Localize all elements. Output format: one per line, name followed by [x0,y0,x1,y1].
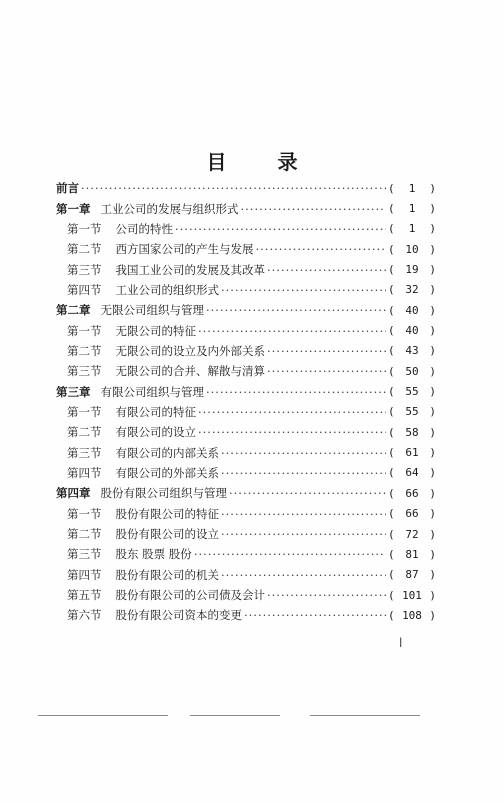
toc-leader-dots [241,202,387,216]
toc-leader-dots [221,466,386,480]
table-of-contents [56,178,436,626]
toc-entry-number: 第三节 [67,262,102,277]
paren-open: ( [388,425,395,439]
toc-page-number: 43 [405,344,419,358]
toc-entry-title: 有限公司的设立 [115,425,196,440]
toc-leader-dots [198,405,386,419]
toc-page-number: 61 [405,446,419,460]
toc-leader-dots [229,486,386,500]
toc-page-ref [388,609,436,622]
toc-entry-number: 第三节 [67,445,102,460]
toc-page-ref [388,182,436,195]
paren-close: ) [429,222,436,236]
paren-close: ) [429,242,436,256]
toc-section-row [56,259,436,279]
toc-leader-dots [175,222,386,236]
toc-page-ref [388,589,436,602]
toc-entry-title: 有限公司的特征 [115,404,196,419]
paren-open: ( [388,344,395,358]
toc-entry-number: 第四章 [56,486,91,501]
toc-section-row [56,219,436,239]
toc-page-ref [388,548,436,561]
toc-entry-title: 股份有限公司的机关 [115,567,219,582]
toc-section-row [56,341,436,361]
toc-page-number: 66 [405,486,419,500]
toc-entry-title: 公司的特性 [115,221,173,236]
toc-page-ref [388,568,436,581]
toc-leader-dots [244,608,386,622]
toc-page-number: 87 [405,568,419,582]
toc-page-ref [388,487,436,500]
toc-entry-title: 西方国家公司的产生与发展 [115,242,254,257]
toc-entry-title: 股份有限公司的公司债及会计 [115,588,265,603]
toc-page-number: 55 [405,385,419,399]
paren-open: ( [388,608,395,622]
toc-entry-title: 无限公司的特征 [115,323,196,338]
paren-close: ) [429,303,436,317]
paren-close: ) [429,181,436,195]
toc-section-row [56,361,436,381]
toc-section-row [56,565,436,585]
footer-rule-left [38,715,168,716]
paren-close: ) [429,344,436,358]
toc-entry-number: 第一节 [67,323,102,338]
toc-page-ref [388,344,436,357]
toc-leader-dots [198,324,386,338]
toc-page-number: 64 [405,466,419,480]
toc-chapter-row [56,483,436,503]
toc-page-number: 19 [405,263,419,277]
paren-close: ) [429,486,436,500]
toc-entry-title: 无限公司组织与管理 [100,303,204,318]
toc-entry-title: 我国工业公司的发展及其改革 [115,262,265,277]
paren-close: ) [429,547,436,561]
toc-section-row [56,402,436,422]
paren-open: ( [388,242,395,256]
paren-open: ( [388,568,395,582]
toc-entry-number: 第四节 [67,282,102,297]
toc-entry-title: 工业公司的发展与组织形式 [100,201,239,216]
toc-entry-number: 第二节 [67,343,102,358]
toc-page-ref [388,263,436,276]
toc-section-row [56,504,436,524]
toc-chapter-row [56,198,436,218]
toc-chapter-row [56,381,436,401]
toc-section-row [56,585,436,605]
toc-page-number: 1 [408,202,416,216]
paren-open: ( [388,222,395,236]
toc-page-number: 58 [405,425,419,439]
toc-page-ref [388,528,436,541]
toc-section-row [56,605,436,625]
toc-entry-number: 第一节 [67,404,102,419]
toc-chapter-row [56,178,436,198]
paren-close: ) [429,425,436,439]
paren-close: ) [429,263,436,277]
paren-open: ( [388,181,395,195]
toc-leader-dots [194,547,386,561]
toc-section-row [56,280,436,300]
toc-entry-title: 股份有限公司的设立 [115,527,219,542]
toc-page-ref [388,365,436,378]
toc-leader-dots [81,181,386,195]
toc-entry-title: 无限公司的合并、解散与清算 [115,364,265,379]
toc-entry-title: 有限公司的内部关系 [115,445,219,460]
toc-page-number: 81 [405,547,419,561]
paren-open: ( [388,507,395,521]
paren-close: ) [429,608,436,622]
toc-entry-number: 第六节 [67,608,102,623]
toc-page-ref [388,304,436,317]
toc-leader-dots [256,242,387,256]
toc-leader-dots [221,568,386,582]
toc-entry-number: 第二节 [67,425,102,440]
paren-open: ( [388,405,395,419]
toc-section-row [56,544,436,564]
toc-leader-dots [267,263,386,277]
toc-chapter-row [56,300,436,320]
toc-page-number: 101 [402,588,422,602]
paren-close: ) [429,568,436,582]
toc-entry-number: 第四节 [67,567,102,582]
paren-close: ) [429,405,436,419]
toc-entry-title: 无限公司的设立及内外部关系 [115,343,265,358]
paren-open: ( [388,364,395,378]
toc-page-number: 10 [405,242,419,256]
paren-close: ) [429,527,436,541]
toc-entry-number: 第二章 [56,303,91,318]
toc-leader-dots [221,527,386,541]
toc-page-ref [388,405,436,418]
toc-entry-number: 第三节 [67,547,102,562]
toc-page-number: 50 [405,364,419,378]
toc-page-ref [388,222,436,235]
toc-page-number: 72 [405,527,419,541]
paren-open: ( [388,283,395,297]
toc-leader-dots [221,507,386,521]
toc-entry-title: 有限公司组织与管理 [100,384,204,399]
paren-open: ( [388,486,395,500]
toc-page-number: 1 [408,181,416,195]
toc-entry-title: 工业公司的组织形式 [115,282,219,297]
toc-entry-title: 有限公司的外部关系 [115,465,219,480]
toc-entry-title: 股份有限公司资本的变更 [115,608,242,623]
paren-close: ) [429,385,436,399]
toc-page-number: 40 [405,303,419,317]
paren-close: ) [429,507,436,521]
toc-page-number: 1 [408,222,416,236]
paren-open: ( [388,466,395,480]
paren-close: ) [429,588,436,602]
toc-section-row [56,239,436,259]
footer-rule-right [310,715,420,716]
toc-leader-dots [221,446,386,460]
paren-open: ( [388,446,395,460]
toc-entry-title: 股份有限公司组织与管理 [100,486,227,501]
toc-page-ref [388,446,436,459]
toc-leader-dots [267,364,386,378]
margin-mark: l [399,636,403,650]
toc-leader-dots [206,385,386,399]
page-title: 目 录 [206,150,320,174]
toc-leader-dots [267,588,386,602]
toc-page-number: 32 [405,283,419,297]
toc-entry-number: 第二节 [67,527,102,542]
toc-entry-number: 第一章 [56,201,91,216]
toc-section-row [56,320,436,340]
toc-leader-dots [198,425,386,439]
toc-leader-dots [206,303,386,317]
toc-entry-title: 前言 [56,181,79,196]
paren-close: ) [429,202,436,216]
paren-open: ( [388,303,395,317]
toc-entry-number: 第一节 [67,221,102,236]
toc-entry-title: 股份有限公司的特征 [115,506,219,521]
toc-leader-dots [267,344,386,358]
toc-entry-number: 第四节 [67,465,102,480]
paren-close: ) [429,324,436,338]
paren-open: ( [388,324,395,338]
toc-page-ref [388,202,436,215]
toc-page-ref [388,243,436,256]
toc-page-ref [388,385,436,398]
paren-close: ) [429,466,436,480]
toc-entry-number: 第三节 [67,364,102,379]
toc-page-ref [388,324,436,337]
paren-open: ( [388,263,395,277]
toc-section-row [56,524,436,544]
toc-section-row [56,422,436,442]
toc-page-ref [388,426,436,439]
paren-close: ) [429,446,436,460]
toc-section-row [56,463,436,483]
toc-entry-number: 第三章 [56,384,91,399]
toc-entry-title: 股东 股票 股份 [115,547,192,562]
toc-page-number: 66 [405,507,419,521]
paren-close: ) [429,283,436,297]
toc-leader-dots [221,283,386,297]
paren-close: ) [429,364,436,378]
toc-page-ref [388,507,436,520]
toc-page-number: 40 [405,324,419,338]
toc-entry-number: 第二节 [67,242,102,257]
paren-open: ( [388,527,395,541]
paren-open: ( [388,547,395,561]
paren-open: ( [388,202,395,216]
toc-entry-number: 第一节 [67,506,102,521]
toc-section-row [56,442,436,462]
paren-open: ( [388,385,395,399]
toc-page-number: 108 [402,608,422,622]
paren-open: ( [388,588,395,602]
toc-entry-number: 第五节 [67,588,102,603]
toc-page-number: 55 [405,405,419,419]
toc-page-ref [388,283,436,296]
footer-rule-middle [190,715,280,716]
toc-page-ref [388,466,436,479]
